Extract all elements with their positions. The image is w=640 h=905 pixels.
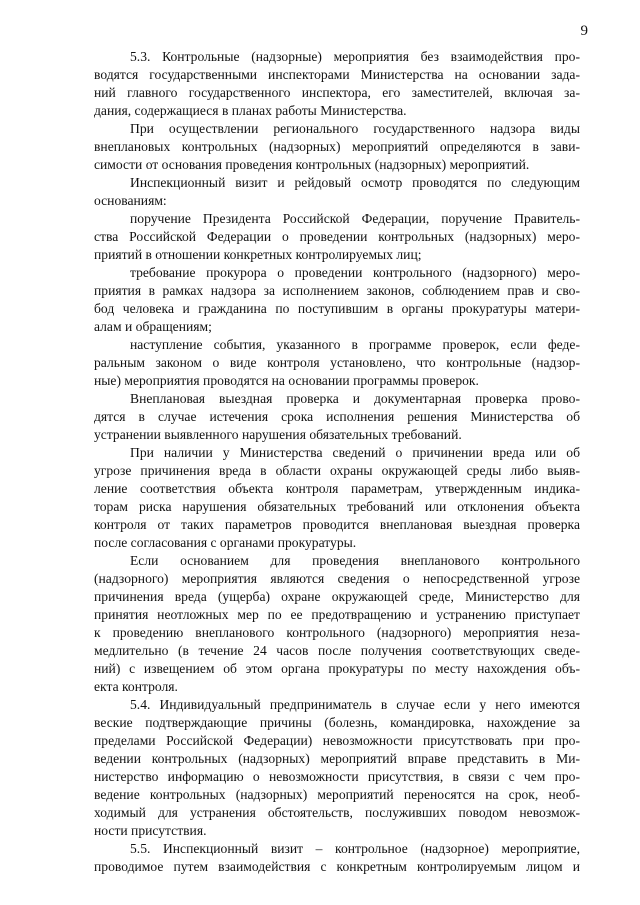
- text-line: угрозе причинения вреда в области охраны окружающей среды либо выяв-: [94, 463, 580, 478]
- text-line: симости от основания проведения контрольных (надзорных) мероприятий.: [94, 157, 530, 172]
- text-line: медлительно (в течение 24 часов после получения соответствующих сведе-: [94, 643, 580, 658]
- text-line: Если основанием для проведения внепланового контрольного: [130, 553, 580, 568]
- page-number: 9: [580, 23, 588, 39]
- text-line: требование прокурора о проведении контрольного (надзорного) меро-: [130, 265, 580, 280]
- text-line: ные) мероприятия проводятся на основании программы проверок.: [94, 373, 479, 388]
- text-line: приятий в отношении конкретных контролируемых лиц;: [94, 247, 422, 262]
- text-line: При наличии у Министерства сведений о причинении вреда или об: [130, 445, 580, 460]
- text-line: внеплановых контрольных (надзорных) мероприятий определяются в зави-: [94, 139, 580, 154]
- text-line: веские подтверждающие причины (болезнь, командировка, нахождение за: [94, 715, 580, 730]
- text-line: алам и обращениям;: [94, 319, 212, 334]
- text-line: поручение Президента Российской Федерации, поручение Правитель-: [130, 211, 580, 226]
- text-line: Инспекционный визит и рейдовый осмотр проводятся по следующим: [130, 175, 580, 190]
- text-line: дания, содержащиеся в планах работы Министерства.: [94, 103, 407, 118]
- text-line: после согласования с органами прокуратуры.: [94, 535, 357, 550]
- text-line: ходимый для устранения обстоятельств, послуживших поводом невозмож-: [94, 805, 580, 820]
- text-line: Внеплановая выездная проверка и документарная проверка прово-: [130, 391, 580, 406]
- text-line: к проведению внепланового контрольного (надзорного) мероприятия неза-: [94, 625, 580, 640]
- text-line: ведении контрольных (надзорных) мероприятий вправе представить в Ми-: [94, 751, 580, 766]
- text-line: ний) с извещением об этом органа прокуратуры по месту нахождения объ-: [94, 661, 580, 676]
- text-line: ление соответствия объекта контроля параметрам, утвержденным индика-: [94, 481, 580, 496]
- text-line: ний главного государственного инспектора, его заместителей, включая за-: [94, 85, 580, 100]
- text-line: торам риска нарушения обязательных требований или отклонения объекта: [94, 499, 580, 514]
- text-line: (надзорного) мероприятия являются сведения о непосредственной угрозе: [94, 571, 580, 586]
- text-line: приятия в рамках надзора за исполнением законов, соблюдением прав и сво-: [94, 283, 580, 298]
- text-line: 5.4. Индивидуальный предприниматель в случае если у него имеются: [130, 697, 580, 712]
- text-line: устранении выявленного нарушения обязательных требований.: [94, 427, 462, 442]
- text-line: При осуществлении регионального государственного надзора виды: [130, 121, 580, 136]
- text-line: основаниям:: [94, 193, 167, 208]
- text-line: наступление события, указанного в программе проверок, если феде-: [130, 337, 580, 352]
- text-line: екта контроля.: [94, 679, 178, 694]
- text-line: 5.3. Контрольные (надзорные) мероприятия без взаимодействия про-: [130, 49, 580, 64]
- text-line: проводимое путем взаимодействия с конкретным контролируемым лицом и: [94, 859, 580, 874]
- text-line: водятся государственными инспекторами Министерства на основании зада-: [94, 67, 580, 82]
- text-line: дятся в случае истечения срока исполнения решения Министерства об: [94, 409, 580, 424]
- text-line: ральным законом о виде контроля установлено, что контрольные (надзор-: [94, 355, 580, 370]
- text-line: причинения вреда (ущерба) охране окружающей среде, Министерство для: [94, 589, 580, 604]
- text-line: принятия неотложных мер по ее предотвращению и устранению приступает: [94, 607, 580, 622]
- text-line: пределами Российской Федерации) невозможности присутствовать при про-: [94, 733, 580, 748]
- text-line: ности присутствия.: [94, 823, 207, 838]
- text-line: нистерство информацию о невозможности присутствия, в связи с чем про-: [94, 769, 580, 784]
- text-line: контроля от таких параметров проводится внеплановая выездная проверка: [94, 517, 580, 532]
- text-line: 5.5. Инспекционный визит – контрольное (надзорное) мероприятие,: [130, 841, 580, 856]
- text-line: бод человека и гражданина по поступившим в органы прокуратуры матери-: [94, 301, 580, 316]
- document-body: [94, 48, 580, 876]
- text-line: ства Российской Федерации о проведении контрольных (надзорных) меро-: [94, 229, 580, 244]
- text-line: ведение контрольных (надзорных) мероприятий переносятся на срок, необ-: [94, 787, 580, 802]
